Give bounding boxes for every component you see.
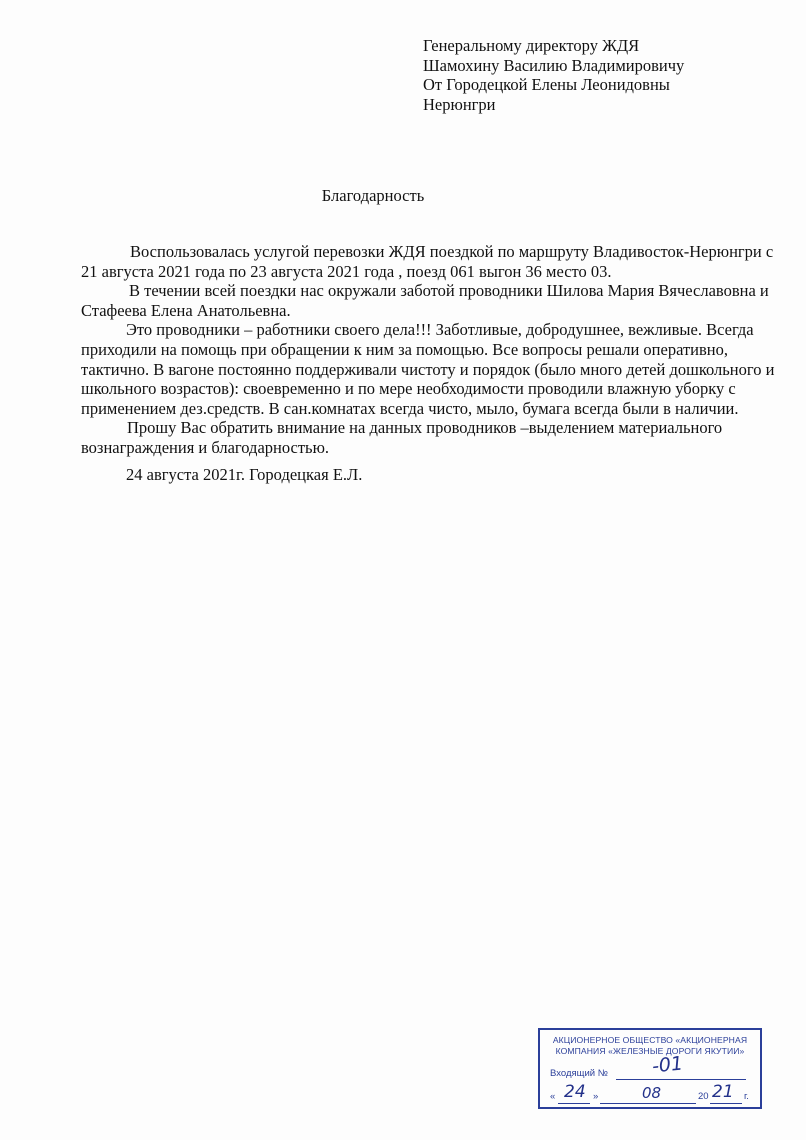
stamp-day-handwritten: 24 <box>564 1082 586 1102</box>
stamp-date-row <box>550 1082 752 1105</box>
stamp-org-line: КОМПАНИЯ «ЖЕЛЕЗНЫЕ ДОРОГИ ЯКУТИИ» <box>555 1045 745 1056</box>
addressee-line: Генеральному директору ЖДЯ <box>423 36 640 55</box>
document-title: Благодарность <box>321 186 425 205</box>
stamp-year-underline <box>710 1103 742 1104</box>
stamp-year-letter: г. <box>744 1091 749 1102</box>
body-line: Это проводники – работники своего дела!!! Заботливые, добродушнее, вежливые. Всегда <box>126 320 754 340</box>
body-line: Стафеева Елена Анатольевна. <box>81 300 291 320</box>
addressee-line: Шамохину Василию Владимировичу <box>423 55 685 75</box>
stamp-month-underline <box>600 1103 696 1104</box>
stamp-org-line: АКЦИОНЕРНОЕ ОБЩЕСТВО «АКЦИОНЕРНАЯ <box>552 1035 748 1045</box>
stamp-incoming-underline <box>616 1079 746 1080</box>
stamp-year-prefix: 20 <box>698 1091 709 1102</box>
addressee-line: От Городецкой Елены Леонидовны <box>423 75 670 94</box>
addressee-line: Нерюнгри <box>423 94 496 114</box>
letter-body <box>81 242 775 458</box>
stamp-day-underline <box>558 1103 590 1104</box>
stamp-quote-close: » <box>593 1091 599 1102</box>
body-line: приходили на помощь при обращении к ним за помощью. Все вопросы решали оперативно, <box>81 339 729 359</box>
stamp-organization <box>540 1035 760 1056</box>
body-line: В течении всей поездки нас окружали заботой проводники Шилова Мария Вячеславовна и <box>129 281 769 301</box>
addressee-block <box>423 36 793 114</box>
stamp-month-handwritten: 08 <box>642 1084 662 1102</box>
body-line: 21 августа 2021 года по 23 августа 2021 года , поезд 061 выгон 36 место 03. <box>81 261 612 281</box>
date-and-signature: 24 августа 2021г. Городецкая Е.Л. <box>126 465 363 484</box>
body-line: применением дез.средств. В сан.комнатах всегда чисто, мыло, бумага всегда были в наличии. <box>81 398 739 418</box>
body-line: тактично. В вагоне постоянно поддерживали чистоту и порядок (было много детей дошкольного и <box>81 359 775 379</box>
stamp-year-handwritten: 21 <box>712 1082 734 1102</box>
stamp-quote-open: « <box>550 1091 556 1102</box>
body-line: вознаграждения и благодарностью. <box>81 437 330 457</box>
incoming-registration-stamp <box>538 1028 762 1109</box>
stamp-incoming-label: Входящий № <box>550 1068 608 1079</box>
body-line: школьного возрастов): своевременно и по мере необходимости проводили влажную уборку с <box>81 379 736 399</box>
stamp-incoming-number-handwritten: -01 <box>650 1052 685 1078</box>
body-line: Прошу Вас обратить внимание на данных проводников –выделением материального <box>127 418 723 438</box>
body-line: Воспользовалась услугой перевозки ЖДЯ поездкой по маршруту Владивосток-Нерюнгри с <box>130 242 774 261</box>
